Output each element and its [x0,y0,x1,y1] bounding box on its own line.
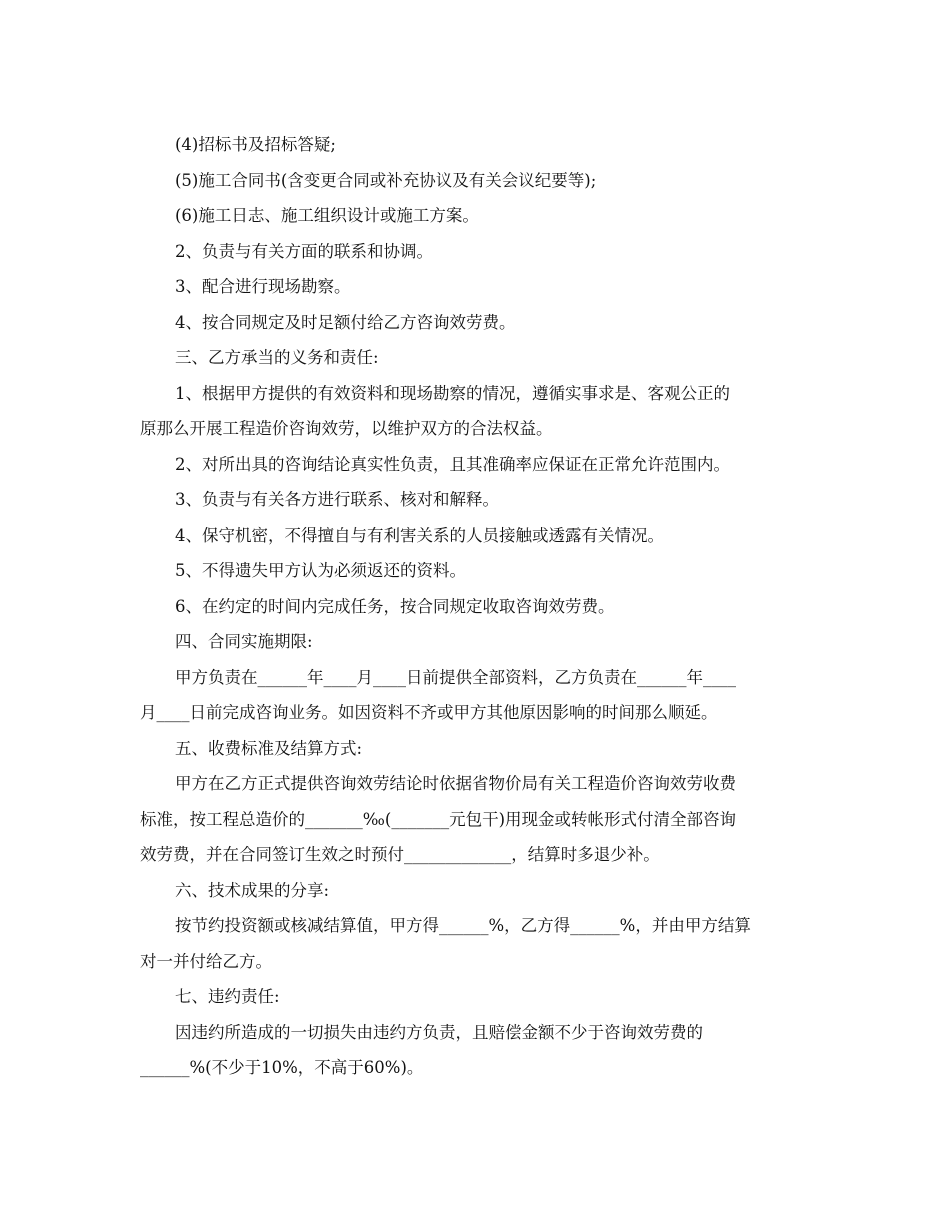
text-line: ______%(不少于10%，不高于60%)。 [140,1058,424,1077]
text-line: 对一并付给乙方。 [140,951,272,971]
text-line: (4)招标书及招标答疑; [175,135,336,154]
text-line: 4、按合同规定及时足额付给乙方咨询效劳费。 [175,312,516,332]
text-line: 甲方在乙方正式提供咨询效劳结论时依据省物价局有关工程造价咨询效劳收费 [175,774,736,793]
text-line: 2、对所出具的咨询结论真实性负责，且其准确率应保证在正常允许范围内。 [175,454,730,474]
text-line: 标准，按工程总造价的_______‰(_______元包干)用现金或转帐形式付清全部咨询 [140,809,737,829]
document-body [140,127,812,1086]
text-line: 因违约所造成的一切损失由违约方负责，且赔偿金额不少于咨询效劳费的 [175,1022,703,1042]
text-line: 按节约投资额或核减结算值，甲方得______%，乙方得______%，并由甲方结算 [175,916,751,935]
section-heading: 六、技术成果的分享: [175,880,330,900]
text-line: 原那么开展工程造价咨询效劳，以维护双方的合法权益。 [140,419,553,438]
text-line: 3、负责与有关各方进行联系、核对和解释。 [175,490,499,509]
text-line: 2、负责与有关方面的联系和协调。 [175,241,433,261]
text-line: 甲方负责在______年____月____日前提供全部资料，乙方负责在______年____ [175,667,736,687]
section-heading: 五、收费标准及结算方式: [175,738,363,758]
text-line: (6)施工日志、施工组织设计或施工方案。 [175,206,479,225]
section-heading: 四、合同实施期限: [175,632,313,651]
section-heading: 七、违约责任: [175,987,280,1006]
text-line: 6、在约定的时间内完成任务，按合同规定收取咨询效劳费。 [175,596,615,616]
text-line: 效劳费，并在合同签订生效之时预付_____________，结算时多退少补。 [140,845,660,864]
text-line: (5)施工合同书(含变更合同或补充协议及有关会议纪要等); [175,170,597,190]
section-heading: 三、乙方承当的义务和责任: [175,348,379,367]
text-line: 3、配合进行现场勘察。 [175,277,351,296]
text-line: 5、不得遗失甲方认为必须返还的资料。 [175,561,466,580]
text-line: 4、保守机密，不得擅自与有利害关系的人员接触或透露有关情况。 [175,525,664,545]
text-line: 月____日前完成咨询业务。如因资料不齐或甲方其他原因影响的时间那么顺延。 [140,703,718,722]
text-line: 1、根据甲方提供的有效资料和现场勘察的情况，遵循实事求是、客观公正的 [175,383,730,403]
